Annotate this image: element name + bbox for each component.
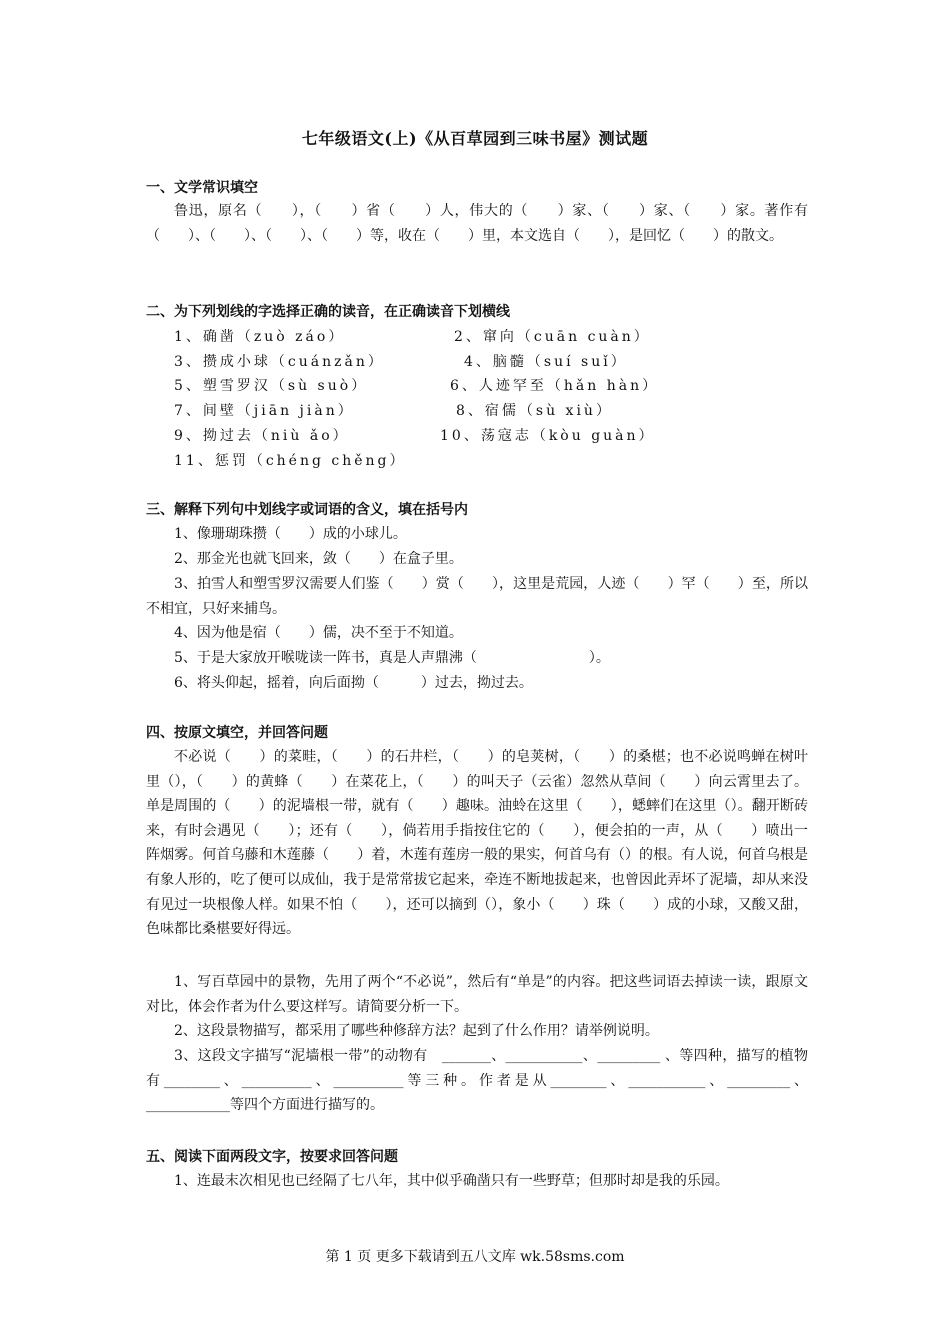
- definition-item: 4、因为他是宿（ ）儒，决不至于不知道。: [174, 625, 463, 641]
- section-3-heading: 三、解释下列句中划线字或词语的含义，填在括号内: [146, 502, 468, 518]
- question-item: 1、写百草园中的景物，先用了两个“不必说”，然后有“单是”的内容。把这些词语去掉读一读，跟原文对比，体会作者为什么要这样写。请简要分析一下。: [146, 974, 808, 1015]
- pinyin-item: 7、间壁（jiān jiàn）: [174, 403, 355, 419]
- section-1-body: 鲁迅，原名（ ），（ ）省（ ）人，伟大的（ ）家、（ ）家、（ ）家。著作有（ ）、（ ）、（ ）、（ ）等，收在（ ）里，本文选自（ ），是回忆（ ）的散文。: [146, 203, 808, 244]
- reading-item: 1、连最末次相见也已经隔了七八年，其中似乎确凿只有一些野草；但那时却是我的乐园。: [174, 1173, 729, 1189]
- definition-item: 5、于是大家放开喉咙读一阵书，真是人声鼎沸（ ）。: [174, 650, 610, 666]
- question-item: 3、这段文字描写“泥墙根一带”的动物有 _______、___________、_________ 、等四种，描写的植物有________、__________、__________等三种。作者是从________、___________、_________、____________等四个方面进行描写的。: [146, 1048, 808, 1114]
- pinyin-item: 1、确凿（zuò záo）: [174, 329, 346, 345]
- pinyin-item: 9、拗过去（niù ǎo）: [174, 428, 350, 444]
- page-footer: 第 1 页 更多下载请到五八文库 wk.58sms.com: [325, 1249, 625, 1265]
- definition-item: 3、拍雪人和塑雪罗汉需要人们鉴（ ）赏（ ），这里是荒园，人迹（ ）罕（ ）至，所以不相宜，只好来捕鸟。: [146, 576, 808, 617]
- pinyin-item: 2、窜向（cuān cuàn）: [454, 329, 651, 345]
- pinyin-item: 8、宿儒（sù xiù）: [456, 403, 613, 419]
- pinyin-item: 5、塑雪罗汉（sù suò）: [174, 378, 369, 394]
- section-2-heading: 二、为下列划线的字选择正确的读音，在正确读音下划横线: [146, 304, 510, 320]
- section-5-heading: 五、阅读下面两段文字，按要求回答问题: [146, 1149, 398, 1165]
- section-4-heading: 四、按原文填空，并回答问题: [146, 725, 328, 741]
- definition-item: 6、将头仰起，摇着，向后面拗（ ）过去，拗过去。: [174, 675, 533, 691]
- pinyin-item: 4、脑髓（suí suǐ）: [464, 354, 628, 370]
- definition-item: 1、像珊瑚珠攒（ ）成的小球儿。: [174, 526, 407, 542]
- page-title: 七年级语文(上)《从百草园到三味书屋》测试题: [301, 129, 649, 148]
- section-1-heading: 一、文学常识填空: [146, 180, 258, 196]
- section-4-passage: 不必说（ ）的菜畦，（ ）的石井栏，（ ）的皂荚树，（ ）的桑椹；也不必说鸣蝉在树叶里（），（ ）的黄蜂（ ）在菜花上，（ ）的叫天子（云雀）忽然从草间（ ）向云霄里去了。单是周围的（ ）的泥墙根一带，就有（ ）趣味。油蛉在这里（ ），蟋蟀们在这里（）。翻开断砖来，有时会遇见（ ）；还有（ ），倘若用手指按住它的（ ），便会拍的一声，从（ ）喷出一阵烟雾。何首乌藤和木莲藤（ ）着，木莲有莲房一般的果实，何首乌有（）的根。有人说，何首乌根是有象人形的，吃了便可以成仙，我于是常常拔它起来，牵连不断地拔起来，也曾因此弄坏了泥墙，却从来没有见过一块根像人样。如果不怕（ ），还可以摘到（），象小（ ）珠（ ）成的小球，又酸又甜，色味都比桑椹要好得远。: [146, 749, 808, 938]
- pinyin-item: 6、人迹罕至（hǎn hàn）: [450, 378, 660, 394]
- pinyin-item: 3、攒成小球（cuánzǎn）: [174, 354, 385, 370]
- pinyin-item: 11、惩罚（chéng chěng）: [174, 453, 407, 469]
- pinyin-item: 10、荡寇志（kòu guàn）: [440, 428, 656, 444]
- question-item: 2、这段景物描写，都采用了哪些种修辞方法？起到了什么作用？请举例说明。: [174, 1023, 659, 1039]
- definition-item: 2、那金光也就飞回来，敛（ ）在盒子里。: [174, 551, 463, 567]
